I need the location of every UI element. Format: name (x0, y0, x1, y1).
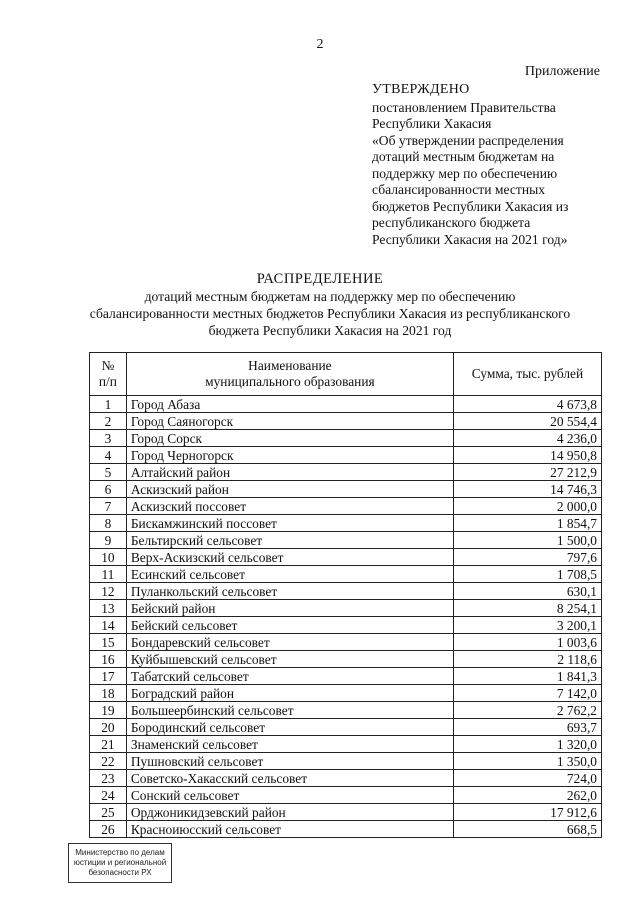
row-name: Бейский район (126, 600, 453, 617)
table-row (90, 430, 602, 447)
row-name: Алтайский район (126, 464, 453, 481)
row-sum: 4 236,0 (453, 430, 601, 447)
row-number: 22 (90, 753, 127, 770)
row-sum: 668,5 (453, 821, 601, 838)
row-name: Большеербинский сельсовет (126, 702, 453, 719)
table-row (90, 447, 602, 464)
row-number: 20 (90, 719, 127, 736)
stamp-line: безопасности РХ (88, 868, 152, 877)
row-name: Боградский район (126, 685, 453, 702)
row-sum: 1 708,5 (453, 566, 601, 583)
row-number: 19 (90, 702, 127, 719)
table-row (90, 804, 602, 821)
row-name: Пушновский сельсовет (126, 753, 453, 770)
row-number: 11 (90, 566, 127, 583)
row-sum: 17 912,6 (453, 804, 601, 821)
table-row (90, 651, 602, 668)
distribution-table (89, 352, 602, 838)
table-row (90, 685, 602, 702)
table-row (90, 583, 602, 600)
row-sum: 693,7 (453, 719, 601, 736)
table-row (90, 413, 602, 430)
row-number: 13 (90, 600, 127, 617)
approval-line: поддержку мер по обеспечению (372, 165, 558, 181)
row-name: Аскизский район (126, 481, 453, 498)
approval-heading: УТВЕРЖДЕНО (372, 82, 470, 97)
table-body (90, 396, 602, 838)
table-row (90, 668, 602, 685)
document-title: РАСПРЕДЕЛЕНИЕ (256, 271, 384, 287)
header-sum: Сумма, тыс. рублей (453, 353, 601, 396)
row-name: Пуланкольский сельсовет (126, 583, 453, 600)
row-sum: 3 200,1 (453, 617, 601, 634)
approval-line: Республики Хакасия (372, 116, 492, 131)
row-number: 6 (90, 481, 127, 498)
row-name: Бейский сельсовет (126, 617, 453, 634)
row-number: 21 (90, 736, 127, 753)
row-number: 18 (90, 685, 127, 702)
document-subtitle (60, 288, 600, 339)
row-sum: 2 000,0 (453, 498, 601, 515)
row-name: Есинский сельсовет (126, 566, 453, 583)
approval-line: «Об утверждении распределения (372, 132, 564, 148)
table-row (90, 770, 602, 787)
table-row (90, 498, 602, 515)
header-number-line1: № (101, 358, 115, 373)
subtitle-line: бюджета Республики Хакасия на 2021 год (208, 323, 452, 338)
row-name: Красноиюсский сельсовет (126, 821, 453, 838)
row-name: Табатский сельсовет (126, 668, 453, 685)
table-row (90, 549, 602, 566)
row-name: Верх-Аскизский сельсовет (126, 549, 453, 566)
row-sum: 797,6 (453, 549, 601, 566)
row-sum: 1 003,6 (453, 634, 601, 651)
approval-line: постановлением Правительства (372, 99, 556, 115)
row-number: 3 (90, 430, 127, 447)
subtitle-line: дотаций местным бюджетам на поддержку мер по обеспечению (144, 289, 516, 304)
row-number: 17 (90, 668, 127, 685)
row-sum: 1 320,0 (453, 736, 601, 753)
row-sum: 7 142,0 (453, 685, 601, 702)
row-sum: 262,0 (453, 787, 601, 804)
stamp-line: Министерство по делам (75, 848, 165, 857)
table-row (90, 464, 602, 481)
table-row (90, 736, 602, 753)
row-sum: 8 254,1 (453, 600, 601, 617)
row-number: 1 (90, 396, 127, 413)
row-sum: 2 118,6 (453, 651, 601, 668)
row-name: Сонский сельсовет (126, 787, 453, 804)
approval-line: республиканского бюджета (372, 215, 531, 230)
header-number (90, 353, 127, 396)
row-number: 5 (90, 464, 127, 481)
row-number: 24 (90, 787, 127, 804)
row-sum: 4 673,8 (453, 396, 601, 413)
row-sum: 1 500,0 (453, 532, 601, 549)
row-name: Аскизский поссовет (126, 498, 453, 515)
row-number: 25 (90, 804, 127, 821)
header-name-line2: муниципального образования (205, 374, 375, 389)
row-number: 10 (90, 549, 127, 566)
row-sum: 1 854,7 (453, 515, 601, 532)
row-name: Бородинский сельсовет (126, 719, 453, 736)
table-row (90, 634, 602, 651)
header-name-line1: Наименование (248, 358, 332, 373)
row-number: 16 (90, 651, 127, 668)
row-name: Бискамжинский поссовет (126, 515, 453, 532)
row-name: Бондаревский сельсовет (126, 634, 453, 651)
stamp-line: юстиции и региональной (73, 858, 167, 867)
table-row (90, 787, 602, 804)
row-name: Советско-Хакасский сельсовет (126, 770, 453, 787)
row-number: 26 (90, 821, 127, 838)
table-header-row (90, 353, 602, 396)
table-row (90, 600, 602, 617)
table-row (90, 719, 602, 736)
header-name (126, 353, 453, 396)
row-number: 8 (90, 515, 127, 532)
row-name: Куйбышевский сельсовет (126, 651, 453, 668)
table-row (90, 617, 602, 634)
approval-lines (372, 100, 617, 249)
subtitle-line: сбалансированности местных бюджетов Республики Хакасия из республиканского (89, 306, 571, 321)
approval-block (372, 82, 617, 248)
row-number: 4 (90, 447, 127, 464)
table-row (90, 515, 602, 532)
approval-line: сбалансированности местных (372, 182, 546, 197)
page-number: 2 (316, 37, 324, 52)
table-row (90, 702, 602, 719)
row-number: 15 (90, 634, 127, 651)
row-sum: 724,0 (453, 770, 601, 787)
approval-line: Республики Хакасия на 2021 год» (372, 231, 568, 247)
appendix-label: Приложение (524, 64, 600, 79)
table-row (90, 532, 602, 549)
row-name: Город Саяногорск (126, 413, 453, 430)
row-sum: 2 762,2 (453, 702, 601, 719)
table-row (90, 566, 602, 583)
row-number: 2 (90, 413, 127, 430)
row-number: 12 (90, 583, 127, 600)
table-row (90, 396, 602, 413)
approval-line: бюджетов Республики Хакасия из (372, 198, 569, 214)
row-number: 7 (90, 498, 127, 515)
approval-line: дотаций местным бюджетам на (372, 149, 555, 164)
row-sum: 1 841,3 (453, 668, 601, 685)
row-sum: 27 212,9 (453, 464, 601, 481)
row-name: Город Абаза (126, 396, 453, 413)
row-name: Знаменский сельсовет (126, 736, 453, 753)
row-sum: 14 746,3 (453, 481, 601, 498)
row-number: 9 (90, 532, 127, 549)
row-number: 14 (90, 617, 127, 634)
row-sum: 1 350,0 (453, 753, 601, 770)
table-row (90, 821, 602, 838)
row-sum: 14 950,8 (453, 447, 601, 464)
table-row (90, 481, 602, 498)
row-sum: 630,1 (453, 583, 601, 600)
header-number-line2: п/п (98, 374, 117, 389)
table-row (90, 753, 602, 770)
row-sum: 20 554,4 (453, 413, 601, 430)
row-name: Город Сорск (126, 430, 453, 447)
row-name: Орджоникидзевский район (126, 804, 453, 821)
row-number: 23 (90, 770, 127, 787)
row-name: Бельтирский сельсовет (126, 532, 453, 549)
row-name: Город Черногорск (126, 447, 453, 464)
ministry-stamp (68, 843, 172, 883)
